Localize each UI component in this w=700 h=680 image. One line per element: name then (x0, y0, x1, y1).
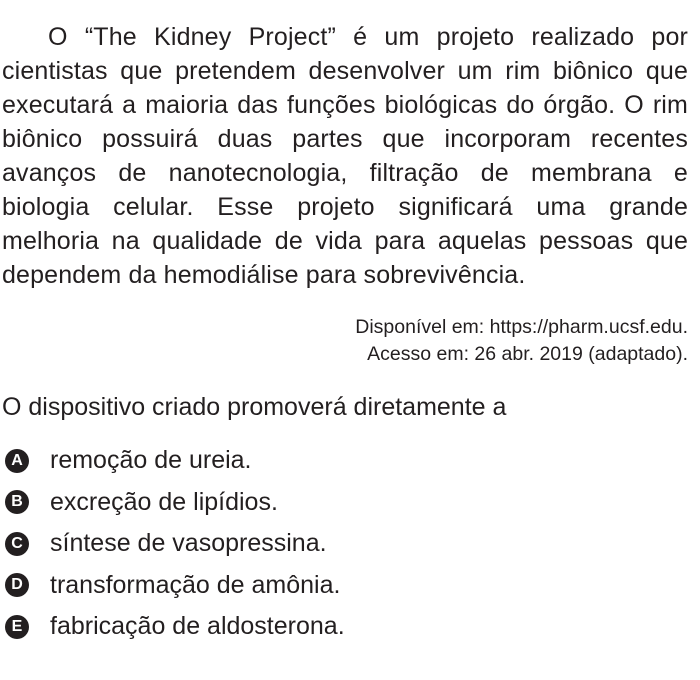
option-e-text: fabricação de aldosterona. (50, 612, 345, 641)
option-e-letter-icon: E (5, 615, 29, 639)
option-d-text: transformação de amônia. (50, 570, 341, 599)
option-a-letter-icon: A (5, 449, 29, 473)
option-b-letter-icon: B (5, 490, 29, 514)
option-a-text: remoção de ureia. (50, 446, 252, 475)
option-d-letter-icon: D (5, 573, 29, 597)
source-line-available: Disponível em: https://pharm.ucsf.edu. (355, 316, 688, 338)
question-stem: O dispositivo criado promoverá diretamente a (2, 393, 507, 421)
passage-text: O “The Kidney Project” é um projeto realizado por cientistas que pretendem desenvolver um rim biônico que executará a maioria das funções biológicas do órgão. O rim biônico possuirá duas partes que incorporam recentes avanços de nanotecnologia, filtração de membrana e biologia celular. Esse projeto significará uma grande melhoria na qualidade de vida para aquelas pessoas que dependem da hemodiálise para sobrevivência. (2, 23, 688, 289)
answer-options (2, 440, 688, 648)
option-b[interactable] (2, 482, 688, 524)
option-a[interactable] (2, 440, 688, 482)
source-citation (2, 314, 688, 368)
source-line-accessed: Acesso em: 26 abr. 2019 (adaptado). (367, 343, 688, 365)
option-c-text: síntese de vasopressina. (50, 529, 327, 558)
option-d[interactable] (2, 565, 688, 607)
option-c[interactable] (2, 523, 688, 565)
option-c-letter-icon: C (5, 532, 29, 556)
option-b-text: excreção de lipídios. (50, 487, 278, 516)
option-e[interactable] (2, 606, 688, 648)
